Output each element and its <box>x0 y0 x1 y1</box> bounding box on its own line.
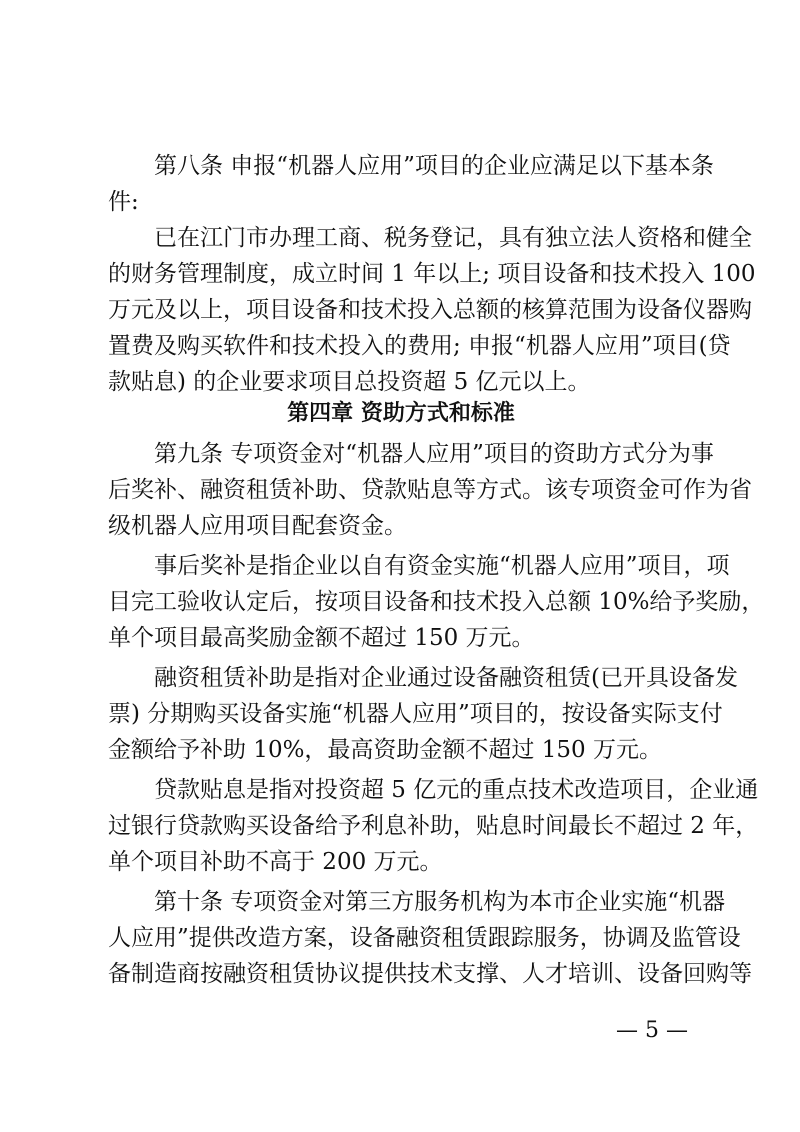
loan-line-2: 过银行贷款购买设备给予利息补助，贴息时间最长不超过 2 年， <box>108 813 759 839</box>
article-8-body-line-1: 已在江门市办理工商、税务登记，具有独立法人资格和健全 <box>154 225 752 251</box>
page-number: — 5 — <box>616 1018 688 1043</box>
leasing-line-2: 票) 分期购买设备实施“机器人应用”项目的，按设备实际支付 <box>108 701 723 727</box>
post-award-line-2: 目完工验收认定后，按项目设备和技术投入总额 10%给予奖励， <box>108 589 765 615</box>
loan-line-3: 单个项目补助不高于 200 万元。 <box>108 849 443 875</box>
article-8-body-line-5: 款贴息) 的企业要求项目总投资超 5 亿元以上。 <box>108 369 591 395</box>
article-9-line-1: 第九条 专项资金对“机器人应用”项目的资助方式分为事 <box>154 441 714 467</box>
article-8-body-line-2: 的财务管理制度，成立时间 1 年以上; 项目设备和技术投入 100 <box>108 261 756 287</box>
article-9-line-3: 级机器人应用项目配套资金。 <box>108 513 407 539</box>
chapter-4-heading: 第四章 资助方式和标准 <box>287 401 515 426</box>
article-9-line-2: 后奖补、融资租赁补助、贷款贴息等方式。该专项资金可作为省 <box>108 477 752 503</box>
article-10-line-1: 第十条 专项资金对第三方服务机构为本市企业实施“机器 <box>154 889 726 915</box>
post-award-line-3: 单个项目最高奖励金额不超过 150 万元。 <box>108 625 535 651</box>
article-10-line-3: 备制造商按融资租赁协议提供技术支撑、人才培训、设备回购等 <box>108 961 752 987</box>
article-10-line-2: 人应用”提供改造方案，设备融资租赁跟踪服务，协调及监管设 <box>108 925 741 951</box>
article-8-body-line-3: 万元及以上，项目设备和技术投入总额的核算范围为设备仪器购 <box>108 297 752 323</box>
leasing-line-1: 融资租赁补助是指对企业通过设备融资租赁(已开具设备发 <box>154 665 738 691</box>
article-8-body-line-4: 置费及购买软件和技术投入的费用; 申报“机器人应用”项目(贷 <box>108 333 731 359</box>
post-award-line-1: 事后奖补是指企业以自有资金实施“机器人应用”项目，项 <box>154 553 730 579</box>
leasing-line-3: 金额给予补助 10%，最高资助金额不超过 150 万元。 <box>108 737 662 763</box>
article-8-line-1: 第八条 申报“机器人应用”项目的企业应满足以下基本条 <box>154 153 714 179</box>
article-8-line-2: 件: <box>108 189 139 215</box>
loan-line-1: 贷款贴息是指对投资超 5 亿元的重点技术改造项目，企业通 <box>154 777 759 803</box>
